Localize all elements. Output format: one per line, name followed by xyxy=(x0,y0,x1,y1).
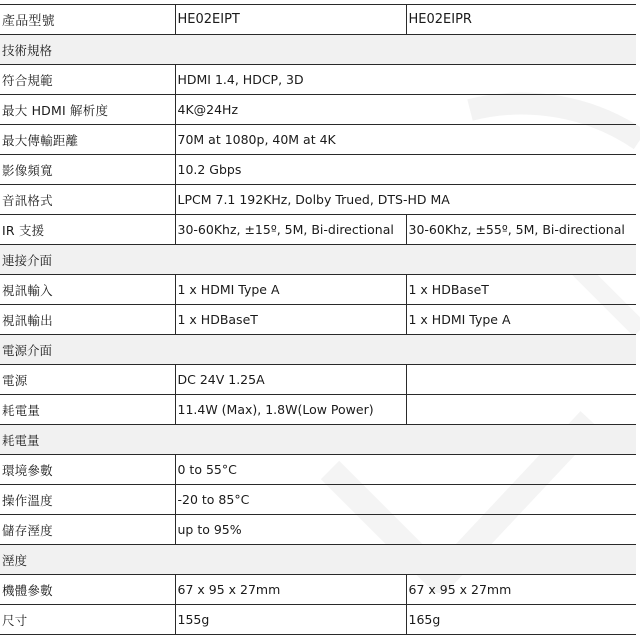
row-label: 最大傳輸距離 xyxy=(0,125,175,155)
model-b-header: HE02EIPR xyxy=(406,5,636,35)
row-value-a: 11.4W (Max), 1.8W(Low Power) xyxy=(175,395,406,425)
row-value-b: 1 x HDBaseT xyxy=(406,275,636,305)
row-label: 尺寸 xyxy=(0,605,175,635)
table-row xyxy=(0,305,636,335)
row-value: 4K@24Hz xyxy=(175,95,636,125)
model-a-header: HE02EIPT xyxy=(175,5,406,35)
table-row xyxy=(0,575,636,605)
row-label: 耗電量 xyxy=(0,395,175,425)
section-row-interface xyxy=(0,245,636,275)
row-value-a: 1 x HDBaseT xyxy=(175,305,406,335)
table-row xyxy=(0,125,636,155)
row-label: 機體參數 xyxy=(0,575,175,605)
row-value: LPCM 7.1 192KHz, Dolby Trued, DTS-HD MA xyxy=(175,185,636,215)
section-title: 技術規格 xyxy=(0,35,636,65)
section-title: 溼度 xyxy=(0,545,636,575)
row-label: 音訊格式 xyxy=(0,185,175,215)
row-value-b: 165g xyxy=(406,605,636,635)
row-label: 影像頻寬 xyxy=(0,155,175,185)
row-value-a: DC 24V 1.25A xyxy=(175,365,406,395)
section-row-tech xyxy=(0,35,636,65)
row-value-b: 30-60Khz, ±55º, 5M, Bi-directional xyxy=(406,215,636,245)
row-value-a: 155g xyxy=(175,605,406,635)
table-row xyxy=(0,155,636,185)
row-value: up to 95% xyxy=(175,515,636,545)
row-value-b xyxy=(406,395,636,425)
table-row xyxy=(0,275,636,305)
row-value-b xyxy=(406,365,636,395)
row-label: 最大 HDMI 解析度 xyxy=(0,95,175,125)
row-label: 環境參數 xyxy=(0,455,175,485)
table-row xyxy=(0,515,636,545)
row-value: 10.2 Gbps xyxy=(175,155,636,185)
table-row xyxy=(0,605,636,635)
row-value: 70M at 1080p, 40M at 4K xyxy=(175,125,636,155)
table-row xyxy=(0,395,636,425)
row-value: HDMI 1.4, HDCP, 3D xyxy=(175,65,636,95)
section-row-power xyxy=(0,335,636,365)
row-value-a: 1 x HDMI Type A xyxy=(175,275,406,305)
header-row xyxy=(0,5,636,35)
row-label: 操作溫度 xyxy=(0,485,175,515)
spec-table xyxy=(0,4,636,635)
table-row xyxy=(0,455,636,485)
row-value-a: 30-60Khz, ±15º, 5M, Bi-directional xyxy=(175,215,406,245)
table-row xyxy=(0,95,636,125)
section-row-humidity xyxy=(0,545,636,575)
row-value-b: 67 x 95 x 27mm xyxy=(406,575,636,605)
row-value-b: 1 x HDMI Type A xyxy=(406,305,636,335)
row-label: 符合規範 xyxy=(0,65,175,95)
section-title: 耗電量 xyxy=(0,425,636,455)
table-row xyxy=(0,185,636,215)
row-value: 0 to 55°C xyxy=(175,455,636,485)
table-row xyxy=(0,215,636,245)
row-label: 電源 xyxy=(0,365,175,395)
row-label: IR 支援 xyxy=(0,215,175,245)
table-row xyxy=(0,65,636,95)
row-label: 視訊輸出 xyxy=(0,305,175,335)
section-title: 連接介面 xyxy=(0,245,636,275)
row-label: 視訊輸入 xyxy=(0,275,175,305)
row-value: -20 to 85°C xyxy=(175,485,636,515)
row-value-a: 67 x 95 x 27mm xyxy=(175,575,406,605)
table-row xyxy=(0,485,636,515)
row-label: 儲存溼度 xyxy=(0,515,175,545)
table-row xyxy=(0,365,636,395)
section-row-consumption xyxy=(0,425,636,455)
section-title: 電源介面 xyxy=(0,335,636,365)
header-label: 產品型號 xyxy=(0,5,175,35)
